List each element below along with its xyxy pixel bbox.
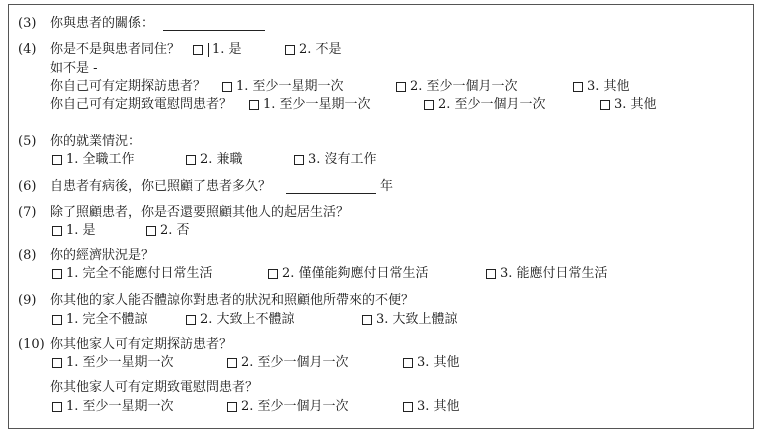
checkbox[interactable]	[193, 45, 203, 55]
q10-visit-option-1[interactable]: 1. 至少一星期一次	[52, 355, 174, 371]
q4-call-option-3[interactable]: 3. 其他	[600, 97, 657, 113]
q6-number: (6)	[18, 179, 37, 194]
q7-option-1[interactable]: 1. 是	[52, 223, 96, 239]
q5-option-1[interactable]: 1. 全職工作	[52, 152, 135, 168]
q9-option-2[interactable]: 2. 大致上不體諒	[186, 312, 295, 328]
q4-sub-label: 如不是 -	[50, 61, 98, 76]
q8-option-3[interactable]: 3. 能應付日常生活	[486, 266, 608, 282]
q4-call-option-1[interactable]: 1. 至少一星期一次	[249, 97, 371, 113]
checkbox[interactable]	[362, 315, 372, 325]
checkbox[interactable]	[186, 315, 196, 325]
q5-number: (5)	[18, 134, 37, 149]
q10-visit-option-2[interactable]: 2. 至少一個月一次	[227, 355, 349, 371]
q8-option-1[interactable]: 1. 完全不能應付日常生活	[52, 266, 213, 282]
q4-visit-option-3[interactable]: 3. 其他	[573, 79, 630, 95]
checkbox[interactable]	[52, 315, 62, 325]
q10-call-option-3[interactable]: 3. 其他	[403, 399, 460, 415]
q4-call-option-2[interactable]: 2. 至少一個月一次	[424, 97, 546, 113]
checkbox[interactable]	[52, 358, 62, 368]
q4-visit-question: 你自己可有定期探訪患者？	[50, 79, 207, 94]
q7-option-2[interactable]: 2. 否	[146, 223, 190, 239]
q4-number: (4)	[18, 42, 37, 57]
q4-question: 你是不是與患者同住？	[50, 42, 181, 57]
q5-question: 你的就業情況：	[50, 134, 142, 149]
checkbox[interactable]	[249, 100, 259, 110]
q8-option-2[interactable]: 2. 僅僅能夠應付日常生活	[268, 266, 429, 282]
checkbox[interactable]	[486, 269, 496, 279]
q10-visit-option-3[interactable]: 3. 其他	[403, 355, 460, 371]
checkbox[interactable]	[403, 358, 413, 368]
q4-option-2[interactable]: 2. 不是	[285, 42, 342, 58]
q7-number: (7)	[18, 205, 37, 220]
checkbox[interactable]	[227, 402, 237, 412]
q9-number: (9)	[18, 293, 37, 308]
q6-unit: 年	[380, 179, 394, 194]
q8-number: (8)	[18, 248, 37, 263]
checkbox[interactable]	[52, 402, 62, 412]
checkbox[interactable]	[294, 155, 304, 165]
checkbox[interactable]	[52, 155, 62, 165]
q10-visit-question: 你其他家人可有定期探訪患者？	[50, 337, 233, 352]
q3-answer-blank[interactable]	[163, 18, 265, 31]
q4-option-1[interactable]: 1. 是	[193, 42, 242, 58]
checkbox[interactable]	[268, 269, 278, 279]
checkbox[interactable]	[403, 402, 413, 412]
checkbox[interactable]	[52, 226, 62, 236]
q4-call-question: 你自己可有定期致電慰問患者？	[50, 97, 233, 112]
q6-question: 自患者有病後，你已照顧了患者多久？	[50, 179, 272, 194]
checkbox[interactable]	[424, 100, 434, 110]
q3-question: 你與患者的關係：	[50, 16, 155, 31]
q10-call-option-1[interactable]: 1. 至少一星期一次	[52, 399, 174, 415]
q5-option-3[interactable]: 3. 沒有工作	[294, 152, 377, 168]
q4-visit-option-2[interactable]: 2. 至少一個月一次	[396, 79, 518, 95]
checkbox[interactable]	[222, 82, 232, 92]
q10-call-question: 你其他家人可有定期致電慰問患者？	[50, 380, 259, 395]
q9-question: 你其他的家人能否體諒你對患者的狀況和照顧他所帶來的不便？	[50, 293, 415, 308]
q6-years-blank[interactable]	[286, 181, 376, 194]
checkbox[interactable]	[396, 82, 406, 92]
checkbox[interactable]	[573, 82, 583, 92]
q10-call-option-2[interactable]: 2. 至少一個月一次	[227, 399, 349, 415]
q8-question: 你的經濟狀況是？	[50, 248, 155, 263]
checkbox[interactable]	[52, 269, 62, 279]
q7-question: 除了照顧患者，你是否還要照顧其他人的起居生活？	[50, 205, 350, 220]
q3-number: (3)	[18, 16, 37, 31]
checkbox[interactable]	[600, 100, 610, 110]
checkbox[interactable]	[186, 155, 196, 165]
q4-visit-option-1[interactable]: 1. 至少一星期一次	[222, 79, 344, 95]
checkbox[interactable]	[146, 226, 156, 236]
checkbox[interactable]	[285, 45, 295, 55]
checkbox[interactable]	[227, 358, 237, 368]
q10-number: (10)	[18, 337, 45, 352]
q9-option-3[interactable]: 3. 大致上體諒	[362, 312, 458, 328]
q5-option-2[interactable]: 2. 兼職	[186, 152, 243, 168]
q9-option-1[interactable]: 1. 完全不體諒	[52, 312, 148, 328]
text-cursor	[208, 43, 209, 57]
